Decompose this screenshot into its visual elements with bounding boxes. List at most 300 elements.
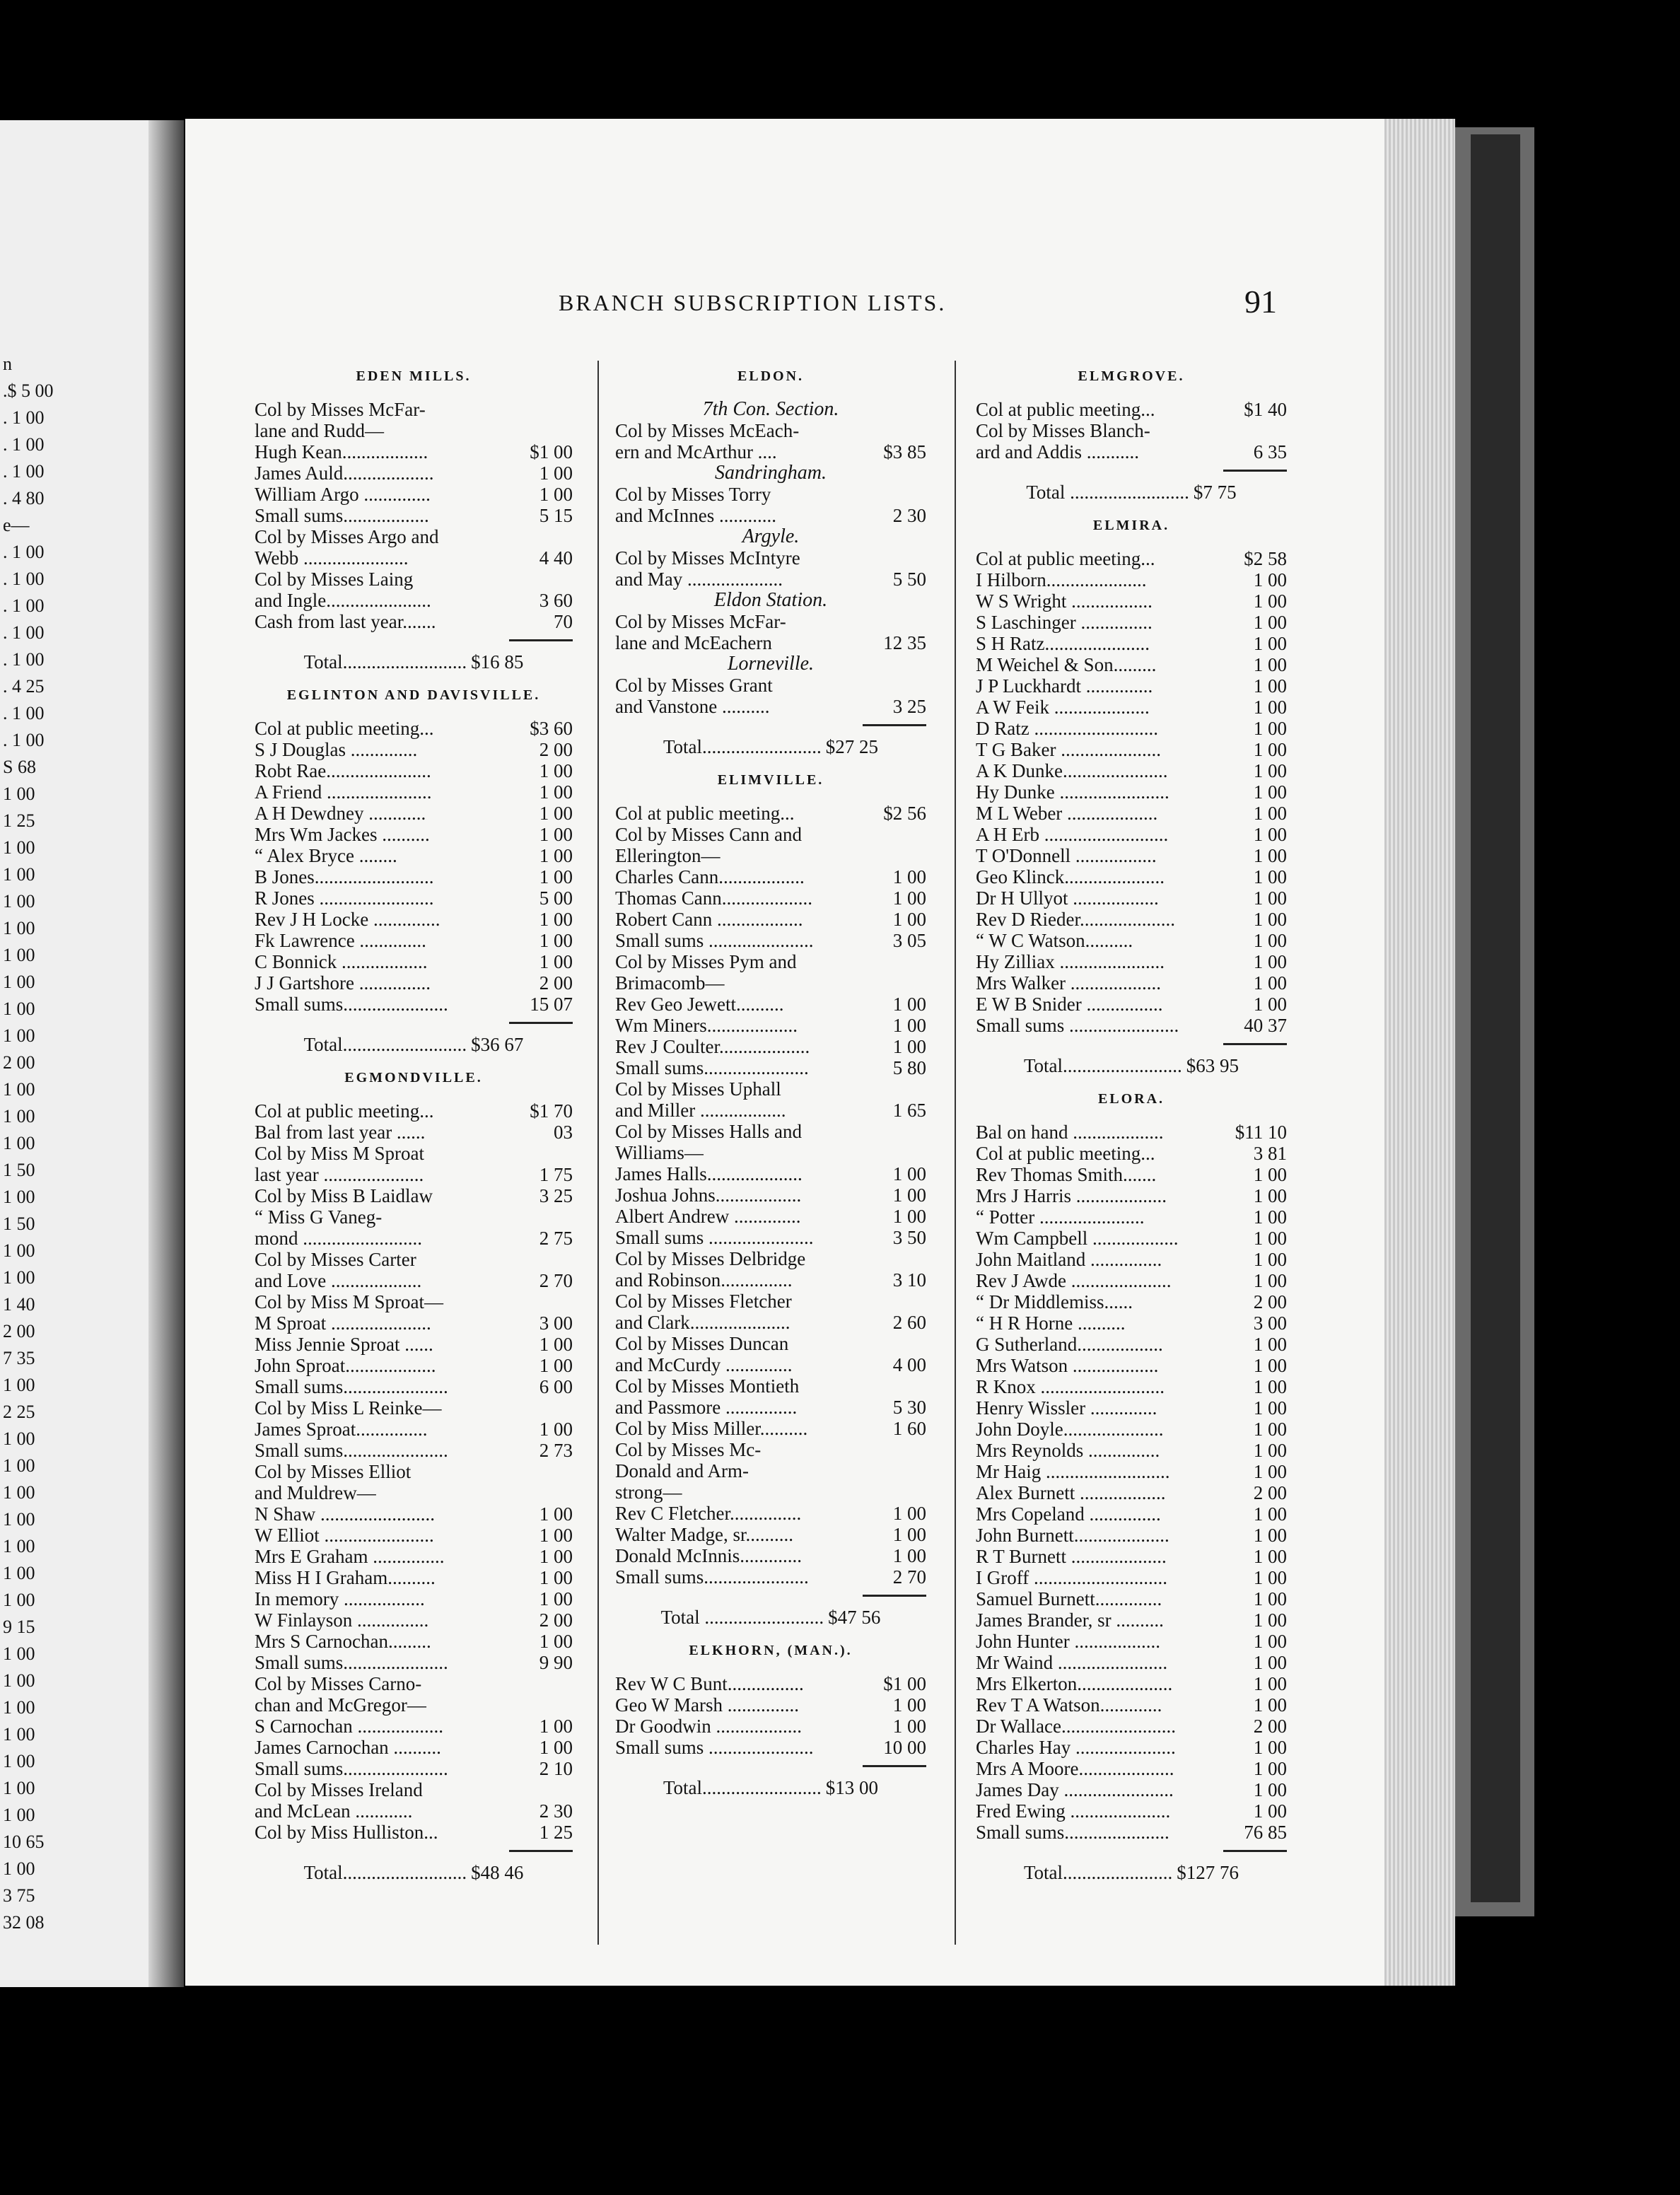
- entry-amount: 1 00: [1253, 781, 1287, 803]
- entry-label: Small sums ......................: [615, 930, 814, 951]
- entry-label: Henry Wissler ..............: [976, 1397, 1157, 1419]
- facing-page-amount: 1 00: [3, 1025, 35, 1046]
- entry-row: [615, 1439, 926, 1460]
- entry-row: [976, 1503, 1287, 1525]
- entry-label: Hugh Kean..................: [255, 441, 428, 462]
- entry-amount: 1 00: [1253, 909, 1287, 930]
- entry-label: B Jones.........................: [255, 866, 434, 887]
- entry-amount: 1 00: [539, 1419, 573, 1440]
- entry-amount: 1 00: [1253, 994, 1287, 1015]
- entry-amount: 3 25: [539, 1185, 573, 1206]
- entry-row: [255, 909, 573, 930]
- entry-row: [255, 1334, 573, 1355]
- entry-label: Col by Misses Uphall: [615, 1078, 781, 1100]
- entry-amount: $1 40: [1244, 399, 1287, 420]
- section: [976, 354, 1287, 503]
- entry-label: I Groff ............................: [976, 1567, 1167, 1588]
- entry-label: James Sproat...............: [255, 1419, 428, 1440]
- entry-amount: $3 85: [883, 441, 926, 462]
- entry-label: Col by Miss L Reinke—: [255, 1397, 442, 1419]
- entry-label: Col by Misses Duncan: [615, 1333, 789, 1354]
- entry-amount: 1 00: [1253, 803, 1287, 824]
- facing-page-amount: 1 00: [3, 1375, 35, 1395]
- entry-label: A K Dunke......................: [976, 760, 1168, 781]
- entry-row: [976, 548, 1287, 569]
- entry-label: A H Dewdney ............: [255, 803, 426, 824]
- total-rule: [1223, 470, 1287, 472]
- entry-amount: 1 00: [539, 803, 573, 824]
- entry-label: Col by Misses Argo and: [255, 526, 439, 547]
- entry-row: [976, 718, 1287, 739]
- entry-amount: 1 00: [539, 930, 573, 951]
- entry-row: [255, 1122, 573, 1143]
- facing-page-amount: 1 00: [3, 1563, 35, 1583]
- entry-label: and Miller ..................: [615, 1100, 786, 1121]
- facing-page-amount: 1 00: [3, 1240, 35, 1261]
- total-rule: [509, 639, 573, 641]
- entry-label: William Argo ..............: [255, 484, 431, 505]
- entry-row: [976, 1312, 1287, 1334]
- entry-row: [615, 1716, 926, 1737]
- entry-row: [976, 675, 1287, 697]
- entry-row: [255, 1822, 573, 1843]
- entry-amount: 6 35: [1253, 441, 1287, 462]
- entry-amount: 3 05: [892, 930, 926, 951]
- entry-row: [976, 909, 1287, 930]
- entry-amount: 1 00: [539, 760, 573, 781]
- entry-row: [615, 1545, 926, 1566]
- entry-label: Col by Misses Mc-: [615, 1439, 762, 1460]
- entry-row: [255, 739, 573, 760]
- entry-row: [976, 781, 1287, 803]
- entry-amount: 1 00: [539, 824, 573, 845]
- entry-amount: 1 00: [1253, 1355, 1287, 1376]
- facing-page-amount: 1 00: [3, 1133, 35, 1153]
- entry-label: Hy Zilliax ......................: [976, 951, 1165, 972]
- entry-amount: 1 00: [1253, 1631, 1287, 1652]
- facing-page-amount: 3 75: [3, 1885, 35, 1906]
- total-rule: [1223, 1043, 1287, 1045]
- entry-label: T G Baker .....................: [976, 739, 1161, 760]
- entry-row: [615, 1057, 926, 1078]
- total-amount: $63 95: [1186, 1055, 1239, 1076]
- entry-row: [976, 1143, 1287, 1164]
- facing-page-amount: 32 08: [3, 1912, 45, 1933]
- entry-row: [976, 1334, 1287, 1355]
- entry-label: Rev W C Bunt................: [615, 1673, 804, 1694]
- entry-row: [976, 1588, 1287, 1609]
- entry-amount: 2 73: [539, 1440, 573, 1461]
- entry-label: Col by Miss Miller..........: [615, 1418, 808, 1439]
- total-amount: $7 75: [1193, 482, 1237, 503]
- facing-page-amount: 1 00: [3, 891, 35, 912]
- entry-label: ard and Addis ...........: [976, 441, 1139, 462]
- subsection-title: Eldon Station.: [713, 589, 828, 611]
- entry-label: Rev J H Locke ..............: [255, 909, 441, 930]
- entry-label: Mrs Walker ...................: [976, 972, 1162, 994]
- entry-label: John Maitland ...............: [976, 1249, 1162, 1270]
- entry-label: N Shaw ........................: [255, 1503, 435, 1525]
- entry-label: “ Potter ......................: [976, 1206, 1145, 1228]
- entry-amount: 1 75: [539, 1164, 573, 1185]
- entry-row: [976, 1673, 1287, 1694]
- entry-label: Small sums......................: [615, 1566, 809, 1588]
- entry-row: [976, 1122, 1287, 1143]
- facing-page-amount: .$ 5 00: [3, 380, 54, 401]
- entry-label: “ Alex Bryce ........: [255, 845, 397, 866]
- entry-row: [255, 441, 573, 462]
- facing-page-amount: . 4 80: [3, 488, 45, 508]
- facing-page-amount: 1 25: [3, 810, 35, 831]
- section: [615, 757, 926, 1628]
- entry-label: C Bonnick ..................: [255, 951, 428, 972]
- total-label: Total..........................: [303, 1862, 467, 1883]
- entry-amount: 9 90: [539, 1652, 573, 1673]
- entry-row: [976, 1800, 1287, 1822]
- section-title: ELKHORN, (MAN.).: [689, 1643, 853, 1658]
- entry-amount: 1 00: [892, 866, 926, 887]
- entry-amount: 1 00: [892, 1163, 926, 1184]
- entry-row: [255, 462, 573, 484]
- entry-row: [976, 951, 1287, 972]
- entry-row: [615, 484, 926, 505]
- entry-amount: 1 00: [892, 1015, 926, 1036]
- entry-row: [615, 1673, 926, 1694]
- column-rule: [597, 361, 599, 1945]
- facing-page-amount: 1 00: [3, 1267, 35, 1288]
- entry-amount: 15 07: [530, 994, 573, 1015]
- entry-label: Col by Miss Hulliston...: [255, 1822, 438, 1843]
- section: [255, 1055, 573, 1883]
- facing-page-amount: 1 00: [3, 837, 35, 858]
- entry-label: lane and McEachern: [615, 632, 772, 653]
- entry-row: [255, 1567, 573, 1588]
- entry-label: Joshua Johns..................: [615, 1184, 802, 1206]
- entry-amount: 2 00: [1253, 1716, 1287, 1737]
- entry-row: [615, 505, 926, 526]
- entry-amount: 5 00: [539, 887, 573, 909]
- entry-label: Col by Misses Ireland: [255, 1779, 423, 1800]
- entry-label: S Laschinger ...............: [976, 612, 1153, 633]
- facing-page-amount: 1 00: [3, 1455, 35, 1476]
- facing-page-amount: 1 00: [3, 1724, 35, 1745]
- entry-label: and McCurdy ..............: [615, 1354, 793, 1375]
- entry-row: [255, 845, 573, 866]
- entry-row: [976, 420, 1287, 441]
- section-title: EDEN MILLS.: [356, 368, 472, 384]
- entry-row: [255, 505, 573, 526]
- facing-page-amount: 1 40: [3, 1294, 35, 1315]
- entry-label: W S Wright .................: [976, 590, 1153, 612]
- entry-amount: $11 10: [1235, 1122, 1287, 1143]
- entry-label: John Burnett....................: [976, 1525, 1169, 1546]
- entry-label: Col by Misses Elliot: [255, 1461, 412, 1482]
- entry-label: Robt Rae......................: [255, 760, 431, 781]
- entry-amount: 1 00: [1253, 1779, 1287, 1800]
- section-title: ELDON.: [737, 368, 805, 384]
- entry-amount: 4 00: [892, 1354, 926, 1375]
- total-amount: $47 56: [828, 1607, 881, 1628]
- entry-label: and Passmore ...............: [615, 1397, 798, 1418]
- entry-amount: 3 00: [1253, 1312, 1287, 1334]
- entry-amount: 1 00: [1253, 1461, 1287, 1482]
- page-number: 91: [1244, 284, 1277, 320]
- entry-amount: 1 00: [539, 866, 573, 887]
- entry-label: Small sums......................: [255, 994, 448, 1015]
- facing-page-amount: 1 00: [3, 1805, 35, 1825]
- entry-row: [255, 972, 573, 994]
- entry-label: Col by Miss B Laidlaw: [255, 1185, 433, 1206]
- entry-label: Col by Misses Cann and: [615, 824, 803, 845]
- entry-label: Small sums......................: [255, 1376, 448, 1397]
- entry-label: R Knox ..........................: [976, 1376, 1165, 1397]
- entry-row: [615, 1503, 926, 1524]
- entry-row: [255, 1694, 573, 1716]
- entry-label: A W Feik ....................: [976, 697, 1150, 718]
- entry-row: [255, 951, 573, 972]
- entry-label: Small sums......................: [255, 1652, 448, 1673]
- total-rule: [509, 1022, 573, 1024]
- entry-row: [615, 1184, 926, 1206]
- entry-row: [615, 1291, 926, 1312]
- entry-amount: 1 00: [1253, 1609, 1287, 1631]
- page-edge: [1384, 119, 1455, 1986]
- facing-page-amount: 1 00: [3, 1590, 35, 1610]
- entry-label: Donald McInnis.............: [615, 1545, 802, 1566]
- section-title: EGLINTON AND DAVISVILLE.: [286, 687, 541, 703]
- entry-row: [255, 1397, 573, 1419]
- entry-label: Webb ......................: [255, 547, 409, 569]
- entry-label: Mrs Reynolds ...............: [976, 1440, 1160, 1461]
- entry-row: [255, 1609, 573, 1631]
- entry-row: [255, 1461, 573, 1482]
- entry-row: [255, 1546, 573, 1567]
- entry-amount: 2 70: [539, 1270, 573, 1291]
- section-title: ELMGROVE.: [1078, 368, 1185, 384]
- section-title: EGMONDVILLE.: [344, 1070, 483, 1085]
- total-row: [255, 1034, 573, 1055]
- entry-label: Mrs E Graham ...............: [255, 1546, 445, 1567]
- entry-row: [615, 420, 926, 441]
- entry-amount: 1 00: [539, 1567, 573, 1588]
- entry-row: [976, 1291, 1287, 1312]
- entry-label: Col by Misses Pym and: [615, 951, 797, 972]
- entry-amount: 1 00: [1253, 1397, 1287, 1419]
- entry-amount: 1 00: [892, 1206, 926, 1227]
- entry-label: Williams—: [615, 1142, 704, 1163]
- facing-page-amount: n: [3, 354, 12, 374]
- entry-row: [255, 1355, 573, 1376]
- entry-row: [615, 1694, 926, 1716]
- entry-row: [255, 1779, 573, 1800]
- entry-amount: 1 00: [892, 1524, 926, 1545]
- entry-label: Col at public meeting...: [255, 718, 434, 739]
- entry-row: [976, 590, 1287, 612]
- entry-label: Small sums......................: [255, 1440, 448, 1461]
- entry-amount: 1 00: [1253, 1737, 1287, 1758]
- facing-page-amount: . 1 00: [3, 703, 45, 723]
- facing-page-amount: . 1 00: [3, 649, 45, 670]
- entry-amount: 1 00: [1253, 824, 1287, 845]
- facing-page-amount: 1 00: [3, 1778, 35, 1798]
- entry-label: M Weichel & Son.........: [976, 654, 1157, 675]
- entry-label: Miss H I Graham..........: [255, 1567, 436, 1588]
- facing-page-amount: 1 00: [3, 784, 35, 804]
- entry-row: [615, 1142, 926, 1163]
- entry-label: Geo W Marsh ...............: [615, 1694, 799, 1716]
- facing-page-amount: . 1 00: [3, 622, 45, 643]
- entry-label: Dr Wallace........................: [976, 1716, 1177, 1737]
- entry-amount: 1 00: [1253, 1376, 1287, 1397]
- entry-row: [255, 1440, 573, 1461]
- entry-row: [255, 1673, 573, 1694]
- entry-label: Col by Misses Delbridge: [615, 1248, 806, 1269]
- entry-amount: 1 00: [1253, 887, 1287, 909]
- entry-row: [615, 1100, 926, 1121]
- entry-row: [615, 887, 926, 909]
- entry-label: Col at public meeting...: [976, 548, 1155, 569]
- entry-label: Mrs Wm Jackes ..........: [255, 824, 430, 845]
- entry-label: Col by Misses McFar-: [255, 399, 426, 420]
- column-rule: [955, 361, 956, 1945]
- entry-amount: 1 00: [892, 1694, 926, 1716]
- entry-amount: 1 00: [892, 887, 926, 909]
- entry-amount: 1 00: [1253, 866, 1287, 887]
- entry-row: [615, 1460, 926, 1481]
- entry-row: [976, 1567, 1287, 1588]
- entry-label: Col at public meeting...: [255, 1100, 434, 1122]
- entry-label: chan and McGregor—: [255, 1694, 426, 1716]
- total-label: Total..........................: [303, 651, 467, 673]
- facing-page-amount: . 1 00: [3, 407, 45, 428]
- entry-row: [976, 1249, 1287, 1270]
- entry-amount: 1 00: [1253, 1525, 1287, 1546]
- entry-label: E W B Snider ................: [976, 994, 1163, 1015]
- entry-label: Col by Misses McFar-: [615, 611, 786, 632]
- entry-row: [615, 951, 926, 972]
- entry-amount: 1 00: [1253, 845, 1287, 866]
- entry-amount: 1 00: [892, 1503, 926, 1524]
- entry-row: [976, 1482, 1287, 1503]
- entry-row: [615, 1737, 926, 1758]
- entry-amount: 1 00: [1253, 739, 1287, 760]
- entry-amount: 5 80: [892, 1057, 926, 1078]
- entry-label: and Robinson...............: [615, 1269, 793, 1291]
- entry-label: Small sums......................: [255, 1758, 448, 1779]
- entry-label: mond .........................: [255, 1228, 423, 1249]
- entry-label: Mr Waind .......................: [976, 1652, 1168, 1673]
- entry-row: [255, 1800, 573, 1822]
- entry-row: [976, 1185, 1287, 1206]
- total-row: [976, 1862, 1287, 1883]
- facing-page-amount: . 1 00: [3, 461, 45, 482]
- entry-label: Ellerington—: [615, 845, 721, 866]
- entry-row: [615, 909, 926, 930]
- entry-label: and Clark.....................: [615, 1312, 791, 1333]
- total-row: [255, 651, 573, 673]
- entry-row: [615, 675, 926, 696]
- entry-amount: 1 00: [1253, 1503, 1287, 1525]
- entry-label: Mrs S Carnochan.........: [255, 1631, 431, 1652]
- entry-label: Bal on hand ...................: [976, 1122, 1164, 1143]
- entry-row: [976, 1461, 1287, 1482]
- facing-page-amount: 2 00: [3, 1321, 35, 1341]
- entry-row: [255, 1737, 573, 1758]
- entry-label: Rev Geo Jewett..........: [615, 994, 784, 1015]
- entry-row: [255, 803, 573, 824]
- entry-amount: 1 00: [1253, 1419, 1287, 1440]
- entry-row: [976, 1652, 1287, 1673]
- entry-row: [976, 1546, 1287, 1567]
- facing-page-amount: 9 15: [3, 1617, 35, 1637]
- entry-label: D Ratz ..........................: [976, 718, 1158, 739]
- entry-amount: 1 00: [1253, 930, 1287, 951]
- entry-label: Col by Misses Grant: [615, 675, 773, 696]
- entry-amount: 1 25: [539, 1822, 573, 1843]
- entry-row: [255, 1143, 573, 1164]
- entry-row: [976, 760, 1287, 781]
- entry-amount: 1 00: [539, 1737, 573, 1758]
- entry-row: [615, 930, 926, 951]
- entry-amount: 3 81: [1253, 1143, 1287, 1164]
- entry-amount: $2 58: [1244, 548, 1287, 569]
- entry-amount: 1 00: [1253, 1588, 1287, 1609]
- entry-amount: 1 00: [1253, 569, 1287, 590]
- column-3: [976, 354, 1287, 1883]
- section-title: ELIMVILLE.: [717, 772, 824, 788]
- entry-row: [255, 718, 573, 739]
- entry-row: [976, 1015, 1287, 1036]
- entry-label: A Friend ......................: [255, 781, 432, 803]
- gutter-shadow: [148, 120, 184, 1987]
- entry-row: [255, 399, 573, 420]
- entry-label: Small sums......................: [976, 1822, 1169, 1843]
- entry-amount: 1 00: [539, 1503, 573, 1525]
- entry-amount: $1 00: [883, 1673, 926, 1694]
- entry-label: Brimacomb—: [615, 972, 725, 994]
- entry-row: [615, 866, 926, 887]
- entry-row: [976, 1206, 1287, 1228]
- subsection-title: Lorneville.: [727, 653, 815, 675]
- total-amount: $127 76: [1177, 1862, 1239, 1883]
- facing-page-amount: . 1 00: [3, 434, 45, 455]
- entry-row: [255, 781, 573, 803]
- entry-amount: 1 00: [892, 1036, 926, 1057]
- entry-amount: 5 15: [539, 505, 573, 526]
- total-amount: $27 25: [825, 736, 879, 757]
- entry-row: [255, 994, 573, 1015]
- entry-label: Col at public meeting...: [615, 803, 795, 824]
- entry-amount: 2 10: [539, 1758, 573, 1779]
- total-amount: $36 67: [471, 1034, 524, 1055]
- entry-label: W Finlayson ...............: [255, 1609, 429, 1631]
- entry-label: last year .....................: [255, 1164, 424, 1185]
- column-2: [615, 354, 926, 1798]
- entry-amount: 1 00: [1253, 1185, 1287, 1206]
- entry-row: [976, 803, 1287, 824]
- entry-row: [976, 654, 1287, 675]
- entry-label: Mrs A Moore....................: [976, 1758, 1174, 1779]
- entry-label: Walter Madge, sr..........: [615, 1524, 794, 1545]
- facing-page-amount: 1 00: [3, 972, 35, 992]
- entry-label: Small sums..................: [255, 505, 429, 526]
- entry-row: [976, 399, 1287, 420]
- entry-row: [976, 1270, 1287, 1291]
- entry-label: John Hunter ..................: [976, 1631, 1160, 1652]
- entry-label: S Carnochan ..................: [255, 1716, 443, 1737]
- entry-amount: 1 00: [539, 1334, 573, 1355]
- entry-row: [255, 484, 573, 505]
